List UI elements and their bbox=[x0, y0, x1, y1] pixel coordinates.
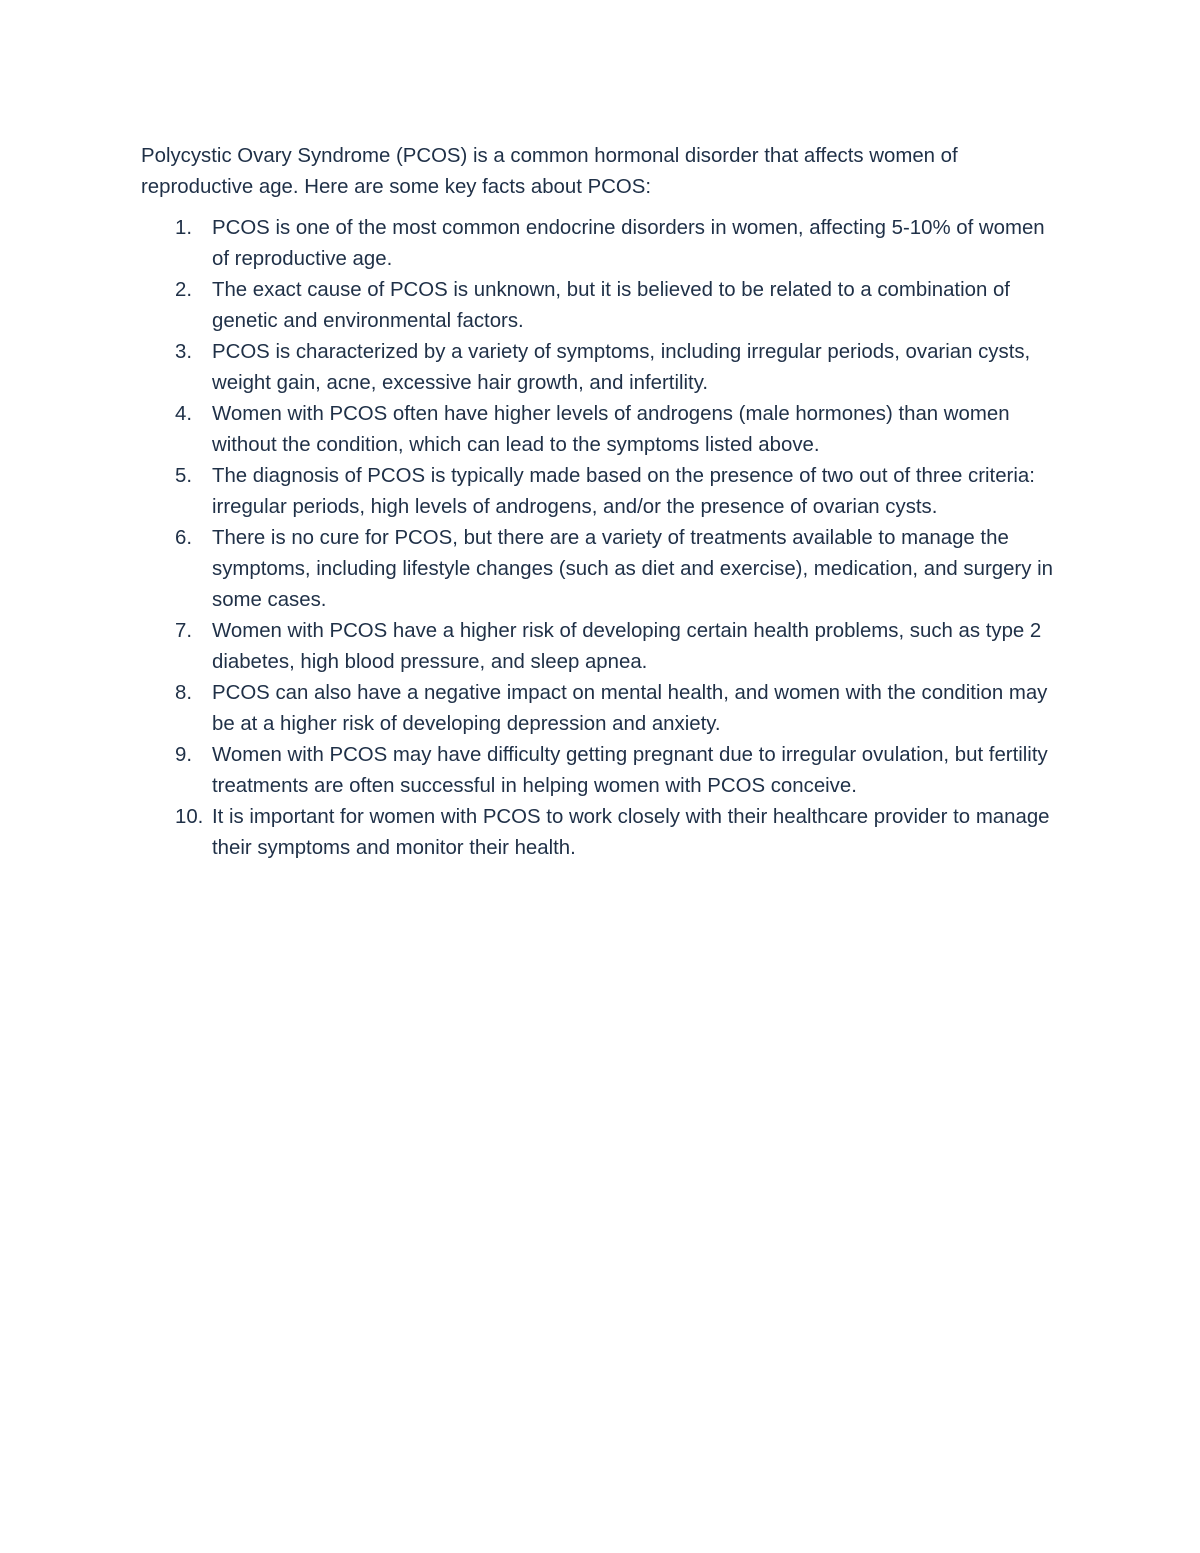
facts-list bbox=[141, 213, 1061, 864]
list-number: 7. bbox=[175, 620, 193, 642]
list-item bbox=[141, 275, 1061, 337]
list-item bbox=[141, 616, 1061, 678]
list-item-text: The diagnosis of PCOS is typically made based on the presence of two out of three criteria: irregular periods, high levels of androgens, and/or the presence of ovarian cysts. bbox=[212, 465, 1035, 518]
list-number: 10. bbox=[175, 806, 204, 828]
list-item-text: It is important for women with PCOS to work closely with their healthcare provider to manage their symptoms and monitor their health. bbox=[212, 806, 1050, 859]
list-item-text: There is no cure for PCOS, but there are a variety of treatments available to manage the symptoms, including lifestyle changes (such as diet and exercise), medication, and surgery in some cases. bbox=[212, 527, 1053, 611]
list-item bbox=[141, 740, 1061, 802]
list-number: 6. bbox=[175, 527, 193, 549]
list-item bbox=[141, 461, 1061, 523]
list-number: 3. bbox=[175, 341, 193, 363]
list-item-text: Women with PCOS often have higher levels of androgens (male hormones) than women without the condition, which can lead to the symptoms listed above. bbox=[212, 403, 1010, 456]
list-item-text: Women with PCOS may have difficulty getting pregnant due to irregular ovulation, but fertility treatments are often successful in helping women with PCOS conceive. bbox=[212, 744, 1048, 797]
list-number: 5. bbox=[175, 465, 193, 487]
list-number: 9. bbox=[175, 744, 193, 766]
list-item bbox=[141, 337, 1061, 399]
list-item bbox=[141, 678, 1061, 740]
list-item-text: PCOS is one of the most common endocrine disorders in women, affecting 5-10% of women of reproductive age. bbox=[212, 217, 1045, 270]
list-item bbox=[141, 802, 1061, 864]
list-item bbox=[141, 399, 1061, 461]
list-item bbox=[141, 213, 1061, 275]
list-item-text: PCOS is characterized by a variety of symptoms, including irregular periods, ovarian cysts, weight gain, acne, excessive hair growth, and infertility. bbox=[212, 341, 1031, 394]
list-number: 2. bbox=[175, 279, 193, 301]
document-body bbox=[141, 141, 1061, 864]
list-item-text: The exact cause of PCOS is unknown, but it is believed to be related to a combination of genetic and environmental factors. bbox=[212, 279, 1010, 332]
list-item-text: PCOS can also have a negative impact on mental health, and women with the condition may be at a higher risk of developing depression and anxiety. bbox=[212, 682, 1048, 735]
intro-paragraph: Polycystic Ovary Syndrome (PCOS) is a common hormonal disorder that affects women of reproductive age. Here are some key facts about PCOS: bbox=[141, 145, 958, 198]
list-item bbox=[141, 523, 1061, 616]
list-number: 4. bbox=[175, 403, 193, 425]
list-item-text: Women with PCOS have a higher risk of developing certain health problems, such as type 2 diabetes, high blood pressure, and sleep apnea. bbox=[212, 620, 1042, 673]
list-number: 8. bbox=[175, 682, 193, 704]
list-number: 1. bbox=[175, 217, 193, 239]
